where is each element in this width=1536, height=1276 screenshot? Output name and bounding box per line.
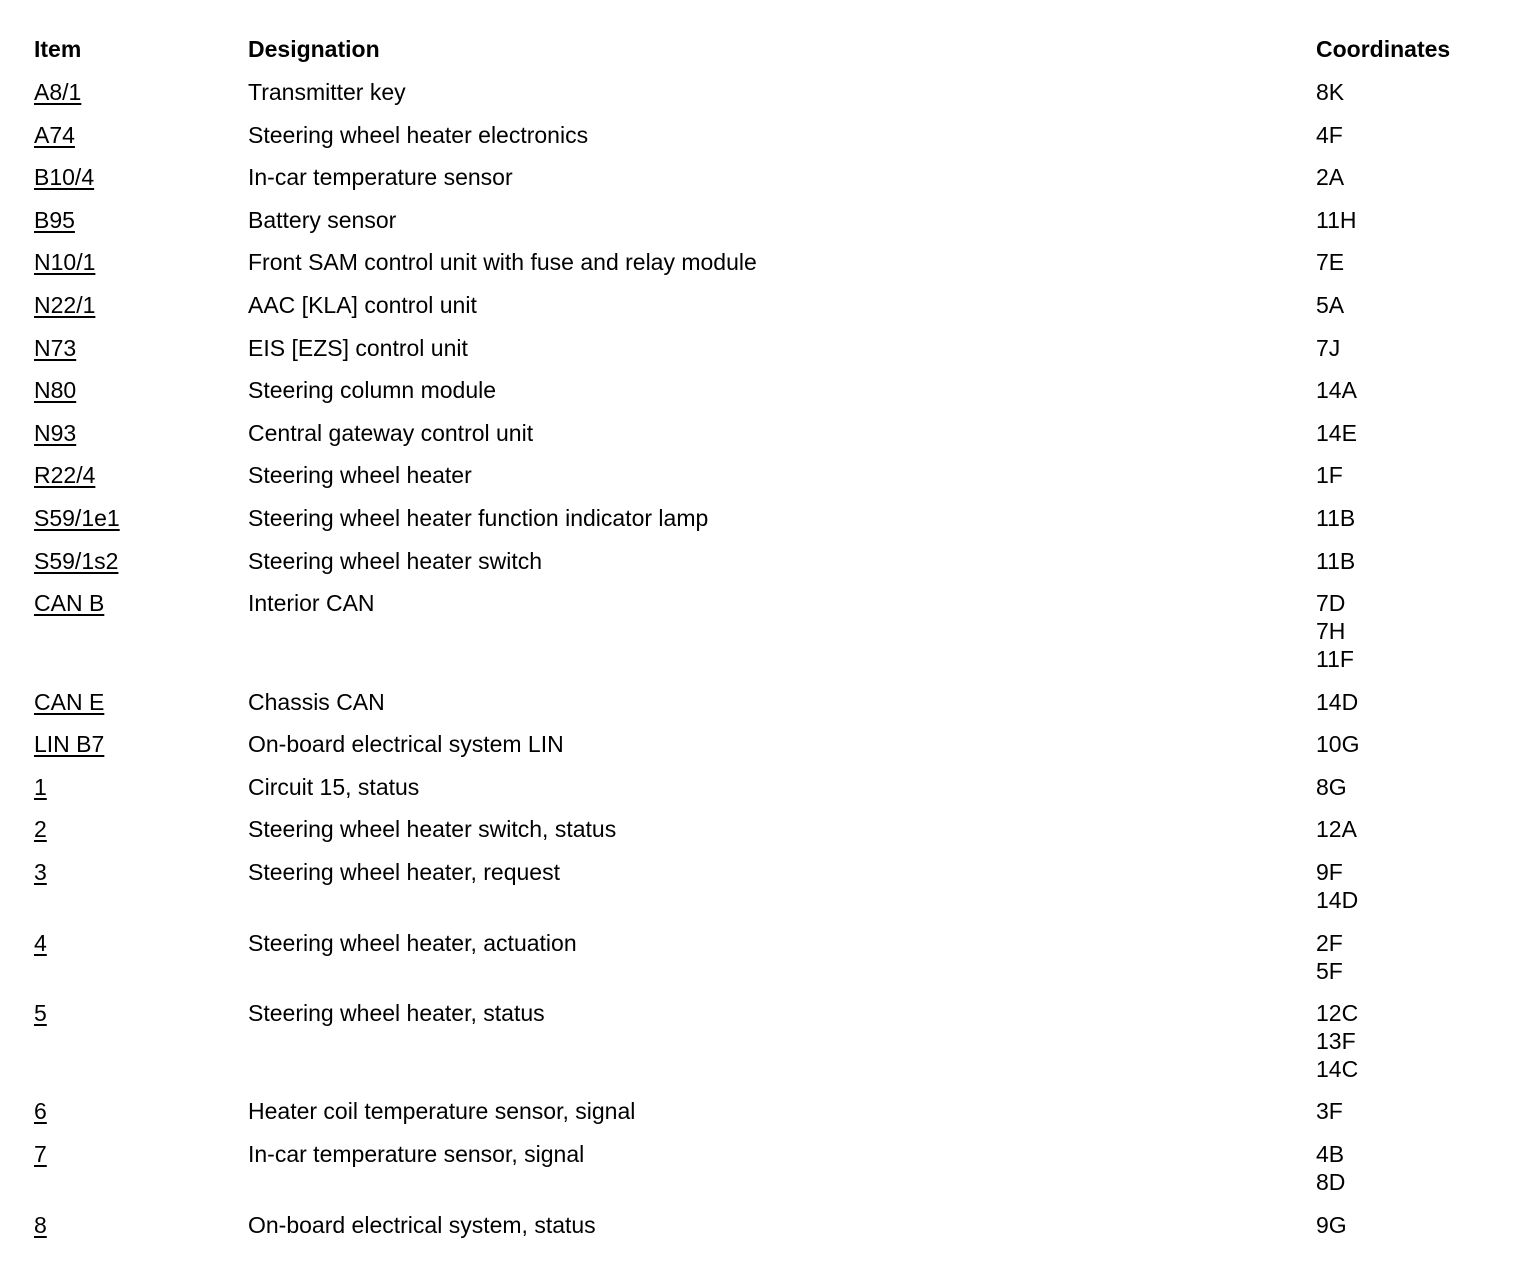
coordinates-cell <box>1316 999 1358 1083</box>
designation-text: Steering wheel heater, status <box>248 1000 545 1026</box>
coordinate-value: 11H <box>1316 206 1357 233</box>
item-link[interactable]: CAN B <box>34 590 105 617</box>
coordinates-cell <box>1316 163 1344 191</box>
coordinate-value: 5A <box>1316 292 1345 318</box>
designation-text: In-car temperature sensor <box>248 164 513 191</box>
coordinate-value: 14D <box>1316 887 1359 913</box>
coordinate-value: 12A <box>1316 816 1357 843</box>
header-designation: Designation <box>248 36 380 62</box>
coordinates-cell <box>1316 419 1357 447</box>
coordinates-cell <box>1316 589 1354 673</box>
designation-text: Steering wheel heater electronics <box>248 121 589 148</box>
coordinate-value: 1F <box>1316 462 1343 489</box>
designation-text: Steering wheel heater <box>248 462 472 489</box>
item-link[interactable]: 8 <box>34 1211 47 1238</box>
coordinates-cell <box>1316 815 1357 843</box>
designation-text: EIS [EZS] control unit <box>248 334 468 361</box>
item-link[interactable]: S59/1e1 <box>34 505 120 531</box>
designation-text: Battery sensor <box>248 206 397 233</box>
coordinates-cell <box>1316 78 1344 106</box>
coordinate-value: 14C <box>1316 1056 1359 1082</box>
coordinates-cell <box>1316 547 1355 575</box>
coordinate-value: 10G <box>1316 731 1360 758</box>
designation-text: Steering wheel heater switch <box>248 547 543 574</box>
coordinate-value: 7E <box>1316 249 1345 276</box>
designation-text: On-board electrical system, status <box>248 1211 596 1238</box>
coordinates-cell <box>1316 858 1358 914</box>
coordinates-cell <box>1316 1140 1345 1196</box>
coordinates-cell <box>1316 504 1355 532</box>
designation-text: Steering wheel heater switch, status <box>248 816 617 843</box>
coordinates-cell <box>1316 291 1344 319</box>
coordinate-value: 3F <box>1316 1098 1343 1125</box>
designation-text: In-car temperature sensor, signal <box>248 1141 585 1167</box>
designation-text: Steering wheel heater, actuation <box>248 929 577 956</box>
item-link[interactable]: CAN E <box>34 688 105 715</box>
designation-text: Steering wheel heater, request <box>248 859 560 885</box>
coordinate-value: 14D <box>1316 688 1359 715</box>
item-link[interactable]: 7 <box>34 1141 47 1167</box>
item-link[interactable]: A8/1 <box>34 79 82 105</box>
coordinate-value: 14E <box>1316 419 1357 446</box>
coordinate-value: 2A <box>1316 164 1345 191</box>
item-link[interactable]: 4 <box>34 929 47 956</box>
item-link[interactable]: N93 <box>34 419 77 446</box>
coordinate-value: 5F <box>1316 957 1343 984</box>
coordinate-value: 7H <box>1316 618 1346 645</box>
item-link[interactable]: R22/4 <box>34 462 96 489</box>
coordinate-value: 4B <box>1316 1141 1345 1167</box>
coordinates-cell <box>1316 206 1357 234</box>
coordinates-cell <box>1316 248 1344 276</box>
item-link[interactable]: N80 <box>34 377 77 404</box>
item-link[interactable]: 1 <box>34 773 47 800</box>
designation-text: Heater coil temperature sensor, signal <box>248 1098 636 1125</box>
designation-text: On-board electrical system LIN <box>248 731 564 758</box>
designation-text: AAC [KLA] control unit <box>248 292 477 318</box>
coordinates-cell <box>1316 1097 1343 1125</box>
coordinates-cell <box>1316 730 1359 758</box>
coordinate-value: 9G <box>1316 1211 1347 1238</box>
item-link[interactable]: A74 <box>34 121 75 148</box>
designation-text: Steering wheel heater function indicator lamp <box>248 505 709 531</box>
coordinates-cell <box>1316 121 1343 149</box>
item-link[interactable]: N73 <box>34 334 77 361</box>
coordinate-value: 8G <box>1316 773 1347 800</box>
coordinates-cell <box>1316 1211 1347 1239</box>
coordinates-cell <box>1316 773 1347 801</box>
item-link[interactable]: S59/1s2 <box>34 547 119 574</box>
item-link[interactable]: B10/4 <box>34 164 95 191</box>
coordinate-value: 11B <box>1316 505 1356 531</box>
coordinate-value: 8D <box>1316 1169 1346 1195</box>
coordinate-value: 7J <box>1316 334 1341 361</box>
designation-text: Central gateway control unit <box>248 419 534 446</box>
item-link[interactable]: LIN B7 <box>34 731 105 758</box>
designation-text: Front SAM control unit with fuse and relay module <box>248 249 757 276</box>
item-link[interactable]: 6 <box>34 1098 47 1125</box>
coordinate-value: 11F <box>1316 646 1354 673</box>
item-link[interactable]: 5 <box>34 1000 47 1026</box>
designation-text: Circuit 15, status <box>248 773 420 800</box>
coordinate-value: 14A <box>1316 377 1357 404</box>
item-link[interactable]: 2 <box>34 816 47 843</box>
designation-text: Steering column module <box>248 377 497 404</box>
coordinate-value: 4F <box>1316 121 1343 148</box>
header-item: Item <box>34 36 82 62</box>
item-link[interactable]: 3 <box>34 859 47 885</box>
coordinate-value: 2F <box>1316 929 1343 956</box>
coordinate-value: 11B <box>1316 547 1356 574</box>
coordinate-value: 8K <box>1316 79 1345 105</box>
coordinate-value: 13F <box>1316 1028 1356 1054</box>
item-link[interactable]: N22/1 <box>34 292 96 318</box>
designation-text: Interior CAN <box>248 590 375 617</box>
coordinates-cell <box>1316 688 1358 716</box>
coordinates-cell <box>1316 461 1343 489</box>
item-link[interactable]: B95 <box>34 206 75 233</box>
coordinates-cell <box>1316 376 1357 404</box>
coordinate-value: 12C <box>1316 1000 1359 1026</box>
designation-text: Transmitter key <box>248 79 406 105</box>
coordinates-cell <box>1316 334 1340 362</box>
coordinate-value: 9F <box>1316 859 1343 885</box>
coordinates-cell <box>1316 929 1343 985</box>
designation-text: Chassis CAN <box>248 688 385 715</box>
item-link[interactable]: N10/1 <box>34 249 96 276</box>
coordinate-value: 7D <box>1316 590 1346 617</box>
header-coordinates: Coordinates <box>1316 36 1451 62</box>
